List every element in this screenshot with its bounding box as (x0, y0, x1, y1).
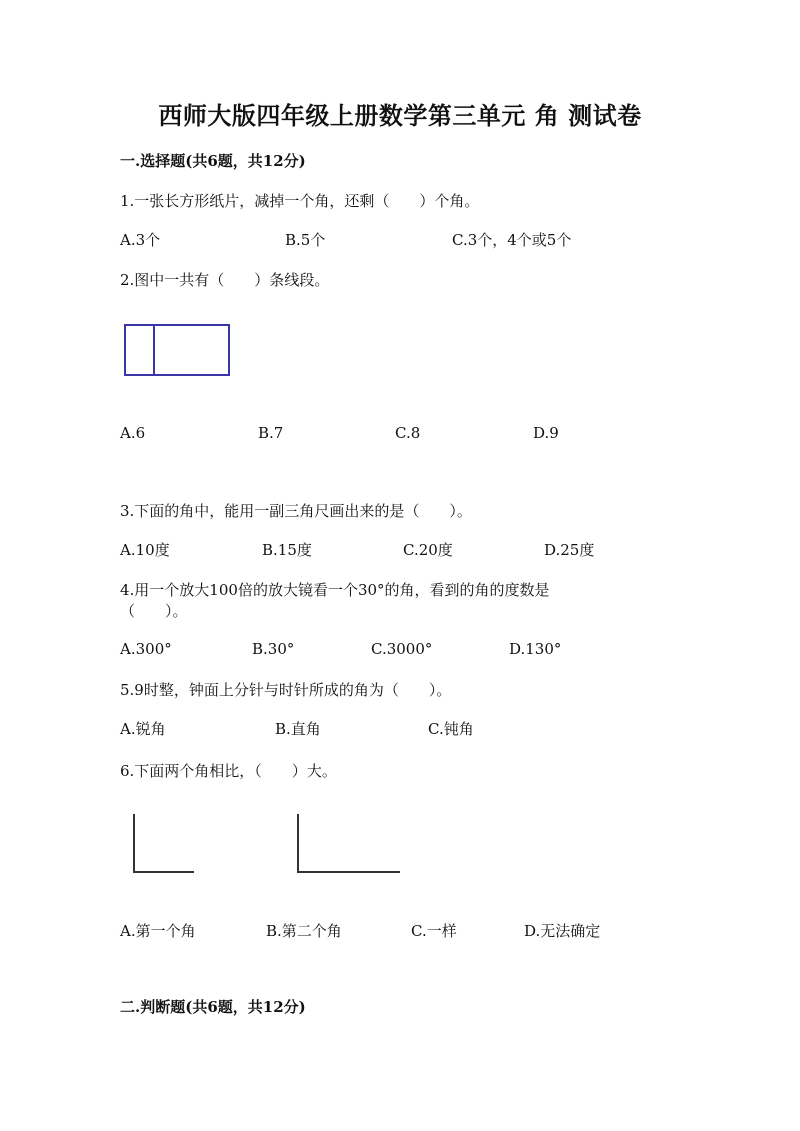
q2-option-d: D.9 (533, 424, 559, 442)
q5-option-a: A.锐角 (120, 720, 166, 738)
question-1: 1.一张长方形纸片，减掉一个角，还剩（ ）个角。 (120, 192, 480, 210)
rectangle-segments-figure (120, 320, 235, 380)
q3-option-a: A.10度 (120, 541, 170, 559)
q5-option-b: B.直角 (275, 720, 321, 738)
question-3: 3.下面的角中，能用一副三角尺画出来的是（ ）。 (120, 502, 472, 520)
q6-option-d: D.无法确定 (524, 922, 601, 940)
q6-option-a: A.第一个角 (120, 922, 196, 940)
q1-option-a: A.3个 (120, 231, 161, 249)
q6-option-c: C.一样 (411, 922, 457, 940)
question-2: 2.图中一共有（ ）条线段。 (120, 271, 330, 289)
q5-option-c: C.钝角 (428, 720, 474, 738)
question-6: 6.下面两个角相比，（ ）大。 (120, 762, 337, 780)
section-heading-true-false: 二.判断题(共6题，共12分) (120, 998, 306, 1016)
outer-rectangle (125, 325, 229, 375)
q4-option-a: A.300° (120, 640, 172, 658)
second-angle-lines (298, 814, 400, 872)
section-heading-choice: 一.选择题(共6题，共12分) (120, 152, 306, 170)
q2-option-b: B.7 (258, 424, 284, 442)
second-angle-figure (292, 812, 404, 876)
q4-option-c: C.3000° (371, 640, 433, 658)
question-4-line-1: 4.用一个放大100倍的放大镜看一个30°的角，看到的角的度数是 (120, 581, 550, 599)
question-4-line-2: （ ）。 (120, 602, 188, 620)
page-title: 西师大版四年级上册数学第三单元 角 测试卷 (158, 101, 642, 130)
q1-option-c: C.3个，4个或5个 (452, 231, 572, 249)
first-angle-lines (134, 814, 194, 872)
q6-option-b: B.第二个角 (266, 922, 342, 940)
q4-option-b: B.30° (252, 640, 295, 658)
q2-option-a: A.6 (120, 424, 146, 442)
question-5: 5.9时整，钟面上分针与时针所成的角为（ ）。 (120, 681, 452, 699)
q4-option-d: D.130° (509, 640, 562, 658)
q3-option-d: D.25度 (544, 541, 595, 559)
q1-option-b: B.5个 (285, 231, 326, 249)
q3-option-c: C.20度 (403, 541, 453, 559)
q2-option-c: C.8 (395, 424, 421, 442)
first-angle-figure (128, 812, 200, 876)
q3-option-b: B.15度 (262, 541, 312, 559)
